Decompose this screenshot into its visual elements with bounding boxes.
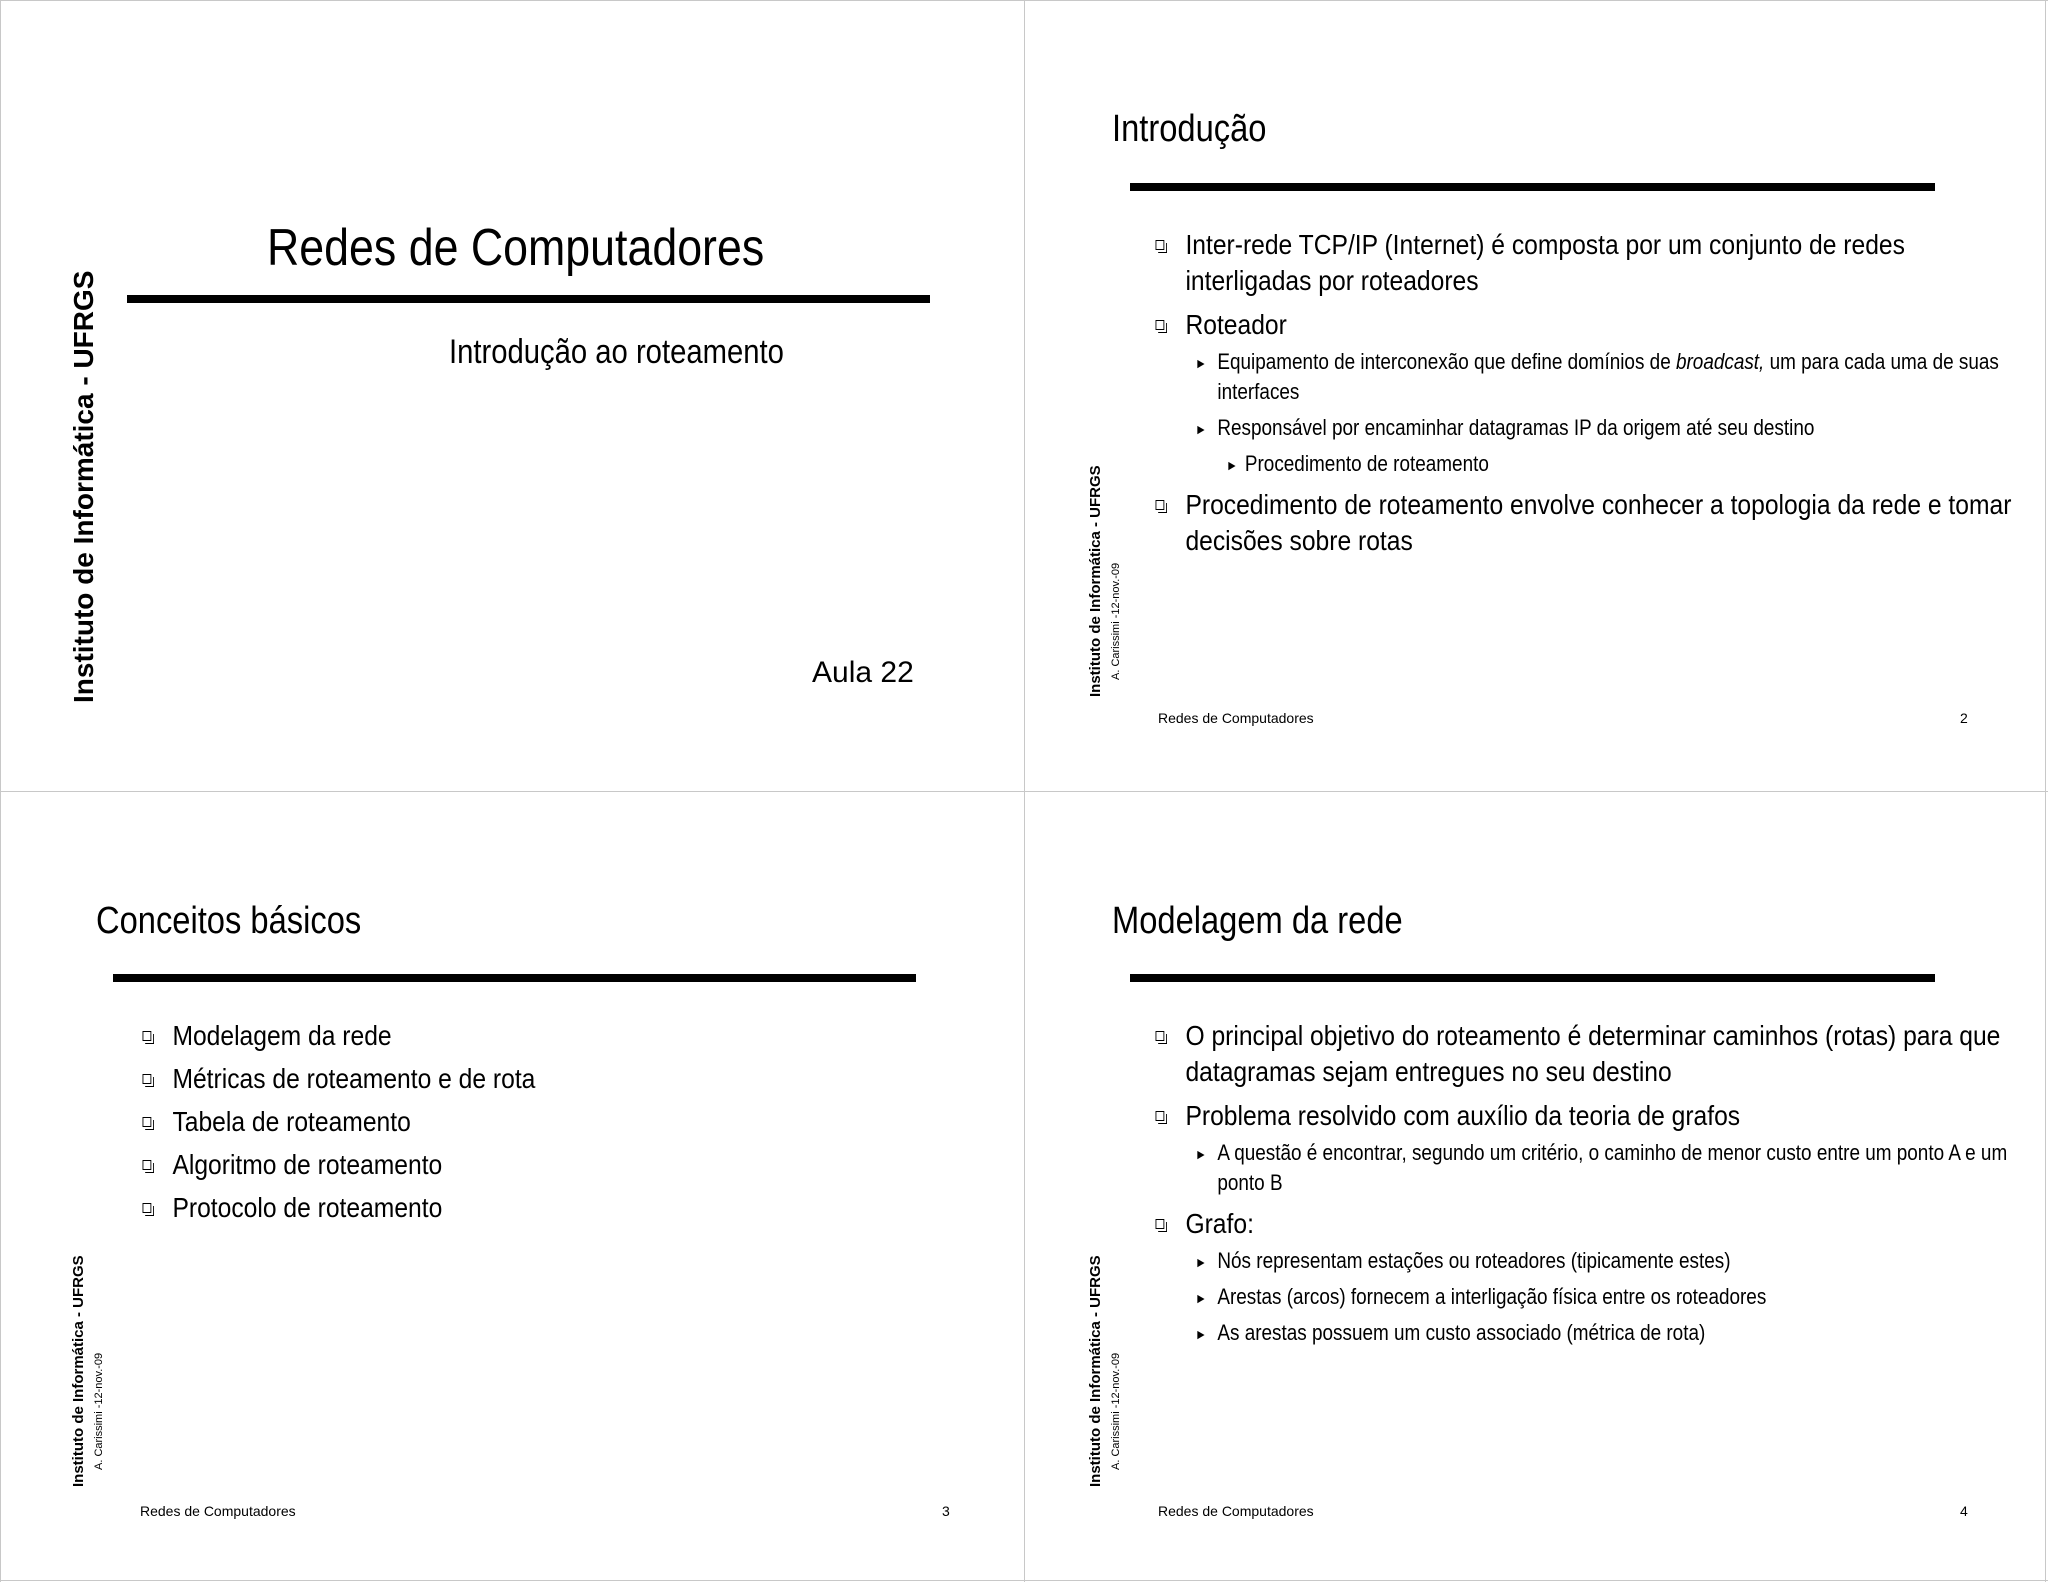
triangle-bullet-icon: ► <box>1195 1326 1207 1342</box>
title-rule <box>1130 974 1935 982</box>
triangle-bullet-icon: ► <box>1225 457 1238 473</box>
sub-bullet-item: ► A questão é encontrar, segundo um critério, o caminho de menor custo entre um ponto A e um ponto B <box>1195 1140 2008 1195</box>
triangle-bullet-icon: ► <box>1195 1254 1207 1270</box>
slide-subtitle: Introdução ao roteamento <box>449 333 784 371</box>
bullet-item: Grafo: <box>1152 1206 2028 1242</box>
page-number: 4 <box>1960 1503 1968 1519</box>
topic-item: Algoritmo de roteamento <box>139 1147 935 1183</box>
square-bullet-icon <box>143 1203 152 1213</box>
slide-1 <box>0 0 1023 791</box>
bullet-item: Inter-rede TCP/IP (Internet) é composta por um conjunto de redes interligadas por roteadores <box>1152 227 2028 299</box>
sub-bullet-item: ► As arestas possuem um custo associado (métrica de rota) <box>1152 1318 2048 1348</box>
institute-vertical-label: Instituto de Informática - UFRGS <box>68 270 99 703</box>
square-bullet-icon <box>143 1074 152 1084</box>
triangle-bullet-icon: ► <box>1195 421 1207 437</box>
topic-item: Tabela de roteamento <box>139 1104 935 1140</box>
title-rule <box>113 974 916 982</box>
slide-2 <box>1025 0 2048 791</box>
institute-vertical-label: Instituto de Informática - UFRGS <box>1087 465 1104 697</box>
author-date-label: A. Carissimi -12-nov.-09 <box>1110 1352 1122 1470</box>
topic-item: Protocolo de roteamento <box>139 1190 935 1226</box>
slide-title: Conceitos básicos <box>96 900 362 942</box>
square-bullet-icon <box>1156 1111 1165 1121</box>
triangle-bullet-icon: ► <box>1195 1290 1207 1306</box>
bullet-item: Roteador <box>1152 307 2028 343</box>
slide-title: Introdução <box>1112 108 1267 150</box>
footer-course: Redes de Computadores <box>1158 1503 1314 1519</box>
bullet-item: Procedimento de roteamento envolve conhecer a topologia da rede e tomar decisões sobre rotas <box>1152 487 2028 559</box>
page-number: 2 <box>1960 710 1968 726</box>
slide-title: Modelagem da rede <box>1112 900 1403 942</box>
slide-4 <box>1025 792 2048 1583</box>
author-date-label: A. Carissimi -12-nov.-09 <box>1110 562 1122 680</box>
sub-bullet-item: ► Equipamento de interconexão que define domínios de broadcast, um para cada uma de suas interfaces <box>1195 349 1999 404</box>
square-bullet-icon <box>1156 1219 1165 1229</box>
slide-3 <box>0 792 1023 1583</box>
topic-list <box>139 1018 899 1226</box>
triangle-bullet-icon: ► <box>1195 1146 1207 1162</box>
lecture-number: Aula 22 <box>812 656 914 689</box>
bullet-list <box>1152 1018 2008 1348</box>
page-number: 3 <box>942 1503 950 1519</box>
square-bullet-icon <box>1156 500 1165 510</box>
square-bullet-icon <box>1156 240 1165 250</box>
sub-bullet-item: ► Responsável por encaminhar datagramas IP da origem até seu destino <box>1152 413 2048 443</box>
footer-course: Redes de Computadores <box>140 1503 296 1519</box>
triangle-bullet-icon: ► <box>1195 355 1207 371</box>
institute-vertical-label: Instituto de Informática - UFRGS <box>1087 1255 1104 1487</box>
institute-vertical-label: Instituto de Informática - UFRGS <box>70 1255 87 1487</box>
title-rule <box>127 295 930 303</box>
sub-sub-bullet-item: ► Procedimento de roteamento <box>1152 449 2048 479</box>
square-bullet-icon <box>1156 320 1165 330</box>
footer-course: Redes de Computadores <box>1158 710 1314 726</box>
title-rule <box>1130 183 1935 191</box>
slide-title: Redes de Computadores <box>267 219 765 277</box>
sub-bullet-item: ► Arestas (arcos) fornecem a interligação física entre os roteadores <box>1152 1282 2048 1312</box>
bullet-list <box>1152 227 2012 559</box>
square-bullet-icon <box>143 1031 152 1041</box>
sub-bullet-item: ► Nós representam estações ou roteadores (tipicamente estes) <box>1152 1246 2048 1276</box>
square-bullet-icon <box>143 1160 152 1170</box>
square-bullet-icon <box>143 1117 152 1127</box>
topic-item: Métricas de roteamento e de rota <box>139 1061 935 1097</box>
topic-item: Modelagem da rede <box>139 1018 935 1054</box>
bullet-item: O principal objetivo do roteamento é determinar caminhos (rotas) para que datagramas sejam entregues no seu destino <box>1152 1018 2028 1090</box>
author-date-label: A. Carissimi -12-nov.-09 <box>93 1352 105 1470</box>
square-bullet-icon <box>1156 1031 1165 1041</box>
bullet-item: Problema resolvido com auxílio da teoria de grafos <box>1152 1098 2028 1134</box>
